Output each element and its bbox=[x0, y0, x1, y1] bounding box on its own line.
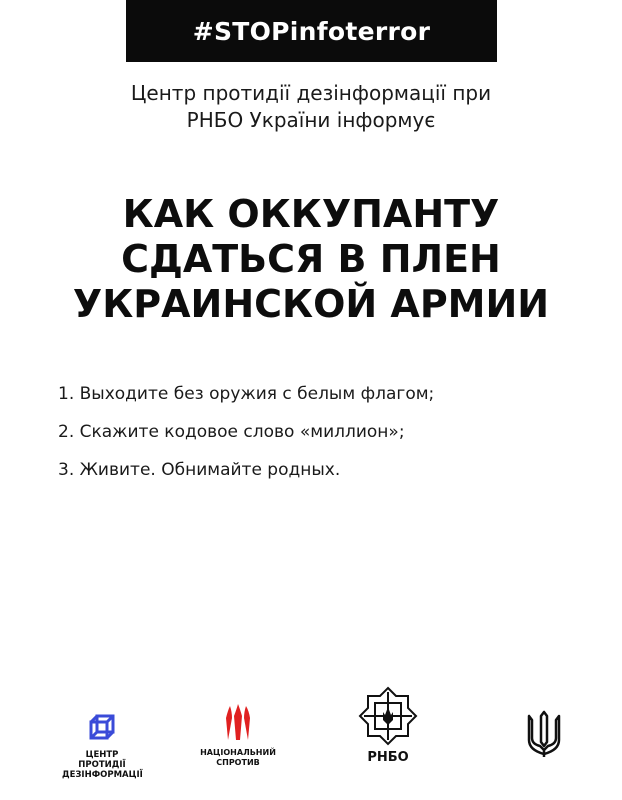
logo-center-disinfo bbox=[62, 712, 142, 780]
headline bbox=[0, 192, 622, 327]
step-item: 2. Скажите кодовое слово «миллион»; bbox=[58, 422, 405, 442]
logo-rnbo-label: РНБО bbox=[367, 750, 409, 765]
logo-center-line-1: ЦЕНТР ПРОТИДІЇ bbox=[78, 750, 126, 770]
subtitle-line-2: РНБО України інформує bbox=[186, 108, 436, 132]
headline-line-3: УКРАИНСКОЙ АРМИИ bbox=[72, 282, 550, 326]
logo-resistance-line-1: НАЦІОНАЛЬНИЙ bbox=[200, 748, 276, 757]
hashtag-banner bbox=[126, 0, 497, 62]
subtitle-line-1: Центр протидії дезінформації при bbox=[130, 81, 492, 105]
hashtag-text: #STOPinfoterror bbox=[192, 16, 431, 46]
step-item: 1. Выходите без оружия с белым флагом; bbox=[58, 384, 435, 404]
headline-line-2: СДАТЬСЯ В ПЛЕН bbox=[121, 237, 501, 281]
rnbo-emblem-icon bbox=[358, 686, 418, 746]
steps-list bbox=[58, 381, 434, 495]
logo-footer bbox=[0, 700, 622, 790]
trident-icon bbox=[526, 710, 562, 758]
headline-line-1: КАК ОККУПАНТУ bbox=[122, 192, 500, 236]
subtitle bbox=[0, 80, 622, 134]
logo-trident bbox=[524, 710, 564, 762]
logo-resistance-line-2: СПРОТИВ bbox=[216, 758, 260, 767]
logo-center-line-2: ДЕЗІНФОРМАЦІЇ bbox=[62, 770, 143, 780]
step-item: 3. Живите. Обнимайте родных. bbox=[58, 460, 341, 480]
logo-rnbo bbox=[356, 686, 420, 766]
flames-icon bbox=[223, 704, 253, 740]
logo-national-resistance bbox=[190, 704, 286, 768]
cube-icon bbox=[87, 712, 117, 742]
